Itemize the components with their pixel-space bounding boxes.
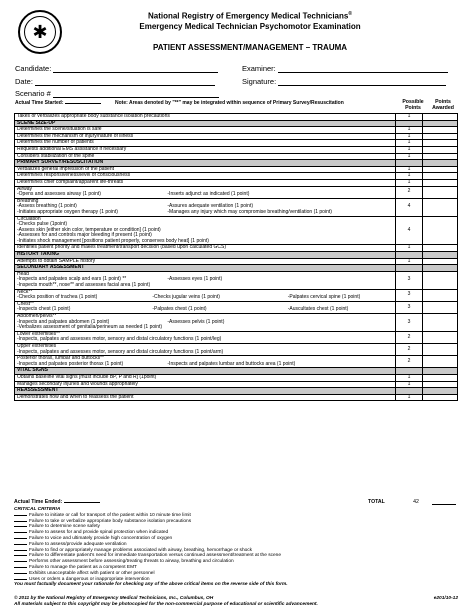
points-awarded-cell[interactable] (423, 216, 458, 245)
points-awarded-cell[interactable] (423, 127, 458, 134)
criterion-text: Abdomen/pelvis** (17, 313, 57, 319)
points-awarded-header: Points Awarded (432, 99, 454, 111)
criterion-text: -Assesses eyes (1 point) (167, 276, 223, 283)
section-points-cell (396, 265, 423, 272)
possible-points-cell: 2 (396, 343, 423, 355)
section-title: HISTORY TAKING (15, 252, 396, 259)
form-code: e201/10-12 (433, 596, 458, 601)
critical-checkbox-line[interactable] (14, 515, 27, 516)
criterion-text: -Palpates cervical spine (1 point) (287, 294, 361, 301)
criterion-text: -Checks jugular veins (1 point) (152, 294, 220, 301)
criterion-text: Breathing (17, 197, 39, 204)
exam-name: Emergency Medical Technician Psychomotor Examination (139, 21, 361, 31)
points-awarded-cell[interactable] (423, 179, 458, 186)
section-header-row (15, 265, 458, 272)
criterion-text: -Checks pulse (1point) (17, 221, 68, 228)
critical-checkbox-line[interactable] (14, 555, 27, 556)
possible-points-cell: 1 (396, 127, 423, 134)
nremt-logo (18, 10, 62, 54)
signature-line[interactable] (278, 85, 446, 86)
candidate-line[interactable] (53, 72, 218, 73)
critical-criterion-text: Failure to initiate or call for transport of the patient within 10 minute time limit (29, 512, 191, 518)
registered-mark: ® (348, 11, 353, 17)
signature-label: Signature: (242, 77, 277, 86)
time-started-line[interactable] (65, 103, 101, 104)
points-awarded-cell[interactable] (423, 153, 458, 160)
points-awarded-cell[interactable] (423, 343, 458, 355)
time-ended-label: Actual Time Ended: (14, 499, 63, 505)
rubric-row (15, 356, 458, 368)
criterion-line (17, 307, 393, 313)
section-title: SCENE SIZE-UP (15, 120, 396, 127)
total-value: 42 (413, 499, 419, 505)
possible-points-cell: 1 (396, 153, 423, 160)
rubric-row (15, 271, 458, 289)
criterion-text: -Initiates appropriate oxygen therapy (1 point) (17, 208, 118, 215)
section-awarded-cell (423, 368, 458, 375)
points-awarded-cell[interactable] (423, 314, 458, 332)
rubric-row (15, 343, 458, 355)
criterion-cell (15, 356, 396, 368)
critical-checkbox-line[interactable] (14, 567, 27, 568)
criterion-cell (15, 301, 396, 313)
points-awarded-cell[interactable] (423, 331, 458, 343)
possible-points-cell: 1 (396, 166, 423, 173)
signature-field[interactable] (242, 77, 446, 86)
points-awarded-cell[interactable] (423, 198, 458, 216)
points-awarded-cell[interactable] (423, 166, 458, 173)
integration-note: Note: Areas denoted by "**" may be integrated within sequence of Primary Survey/Resuscitation (115, 100, 344, 106)
criterion-cell: Determines the mechanism of injury/nature of illness (15, 133, 396, 140)
criterion-cell: Determines the number of patients (15, 140, 396, 147)
criterion-text: -Manages any injury which may compromise breathing/ventilation (1 point) (167, 208, 332, 215)
section-awarded-cell (423, 252, 458, 259)
total-awarded-line[interactable] (432, 499, 456, 505)
time-ended-line[interactable] (64, 502, 100, 503)
examiner-field[interactable] (242, 64, 448, 73)
possible-points-cell: 1 (396, 374, 423, 381)
examiner-line[interactable] (278, 72, 448, 73)
criterion-text: -Assesses for and controls major bleeding if present (1 point) (17, 232, 152, 239)
documentation-note: You must factually document your rationale for checking any of the above critical items on the reverse side of this form. (14, 582, 288, 587)
possible-points-cell: 1 (396, 179, 423, 186)
critical-criterion-text: Exhibits unacceptable affect with patient or other personnel (29, 570, 155, 576)
criterion-text: -Inspects, palpates and assesses motor, sensory and distal circulatory functions (1 point/leg) (17, 336, 222, 343)
criterion-cell: Obtains baseline vital signs [must include BP, P and R] (1point) (15, 374, 396, 381)
criterion-text: -Inserts adjunct as indicated (1 point) (167, 191, 250, 198)
criterion-line (17, 337, 393, 343)
criterion-text: Lower extremities** (17, 330, 61, 337)
candidate-label: Candidate: (15, 64, 52, 73)
criterion-text: -Auscultates chest (1 point) (287, 306, 349, 313)
section-title: SECONDARY ASSESSMENT (15, 265, 396, 272)
criterion-text: -Inspects and palpates abdomen (1 point) (17, 318, 110, 325)
possible-points-cell: 2 (396, 186, 423, 198)
criterion-text: -Inspects and palpates lumbar and buttocks area (1 point) (167, 360, 296, 367)
scenario-label: Scenario # (15, 89, 51, 98)
critical-criterion-text: Failure to voice and ultimately provide high concentration of oxygen (29, 535, 173, 541)
form-header (90, 9, 410, 32)
criterion-cell: Considers stabilization of the spine (15, 153, 396, 160)
points-awarded-cell[interactable] (423, 133, 458, 140)
criterion-cell: Requests additional EMS assistance if necessary (15, 146, 396, 153)
criterion-cell: Identifies patient priority and makes treatment/transport decision (based upon calculated GCS) (15, 245, 396, 252)
criterion-text: -Verbalizes assessment of genitalia/perineum as needed (1 point) (17, 324, 163, 331)
possible-points-cell: 1 (396, 381, 423, 388)
section-title: PRIMARY SURVEY/RESUSCITATION (15, 160, 396, 167)
critical-checkbox-line[interactable] (14, 532, 27, 533)
criterion-text: -Inspects, palpates and assesses motor, sensory and distal circulatory functions (1 point/arm) (17, 348, 224, 355)
criterion-cell: Demonstrates how and when to reassess the patient (15, 394, 396, 401)
points-awarded-cell[interactable] (423, 271, 458, 289)
section-title: REASSESSMENT (15, 388, 396, 395)
points-awarded-cell[interactable] (423, 356, 458, 368)
possible-points-cell: 4 (396, 216, 423, 245)
criterion-text: -Initiates shock management [positions patient properly, conserves body heat] (1 point) (17, 237, 209, 244)
points-awarded-cell[interactable] (423, 258, 458, 265)
time-started (15, 100, 101, 106)
section-awarded-cell (423, 388, 458, 395)
criterion-text: Upper extremities (17, 342, 57, 349)
rubric-row (15, 186, 458, 198)
time-started-label: Actual Time Started: (15, 100, 64, 106)
section-title: VITAL SIGNS (15, 368, 396, 375)
points-awarded-cell[interactable] (423, 245, 458, 252)
copyright-footer (14, 596, 318, 608)
points-awarded-cell[interactable] (423, 374, 458, 381)
criterion-text: -Assess skin [either skin color, temperature or condition] (1 point) (17, 226, 161, 233)
criterion-text: -Inspects mouth**, nose** and assesses facial area (1 point) (17, 282, 151, 289)
points-awarded-cell[interactable] (423, 301, 458, 313)
rubric-row (15, 394, 458, 401)
critical-checkbox-line[interactable] (14, 579, 27, 580)
critical-criterion-text: Failure to differentiate patient's need for immediate transportation versus continued assessment/treatment at the scene (29, 553, 282, 559)
possible-points-cell: 1 (396, 140, 423, 147)
criterion-text: Airway (17, 185, 33, 192)
criterion-text: -Inspects and palpates scalp and ears (1 point) ** (17, 276, 127, 283)
critical-checkbox-line[interactable] (14, 538, 27, 539)
criterion-text: Chest** (17, 300, 34, 307)
criterion-text: Head (17, 270, 29, 277)
critical-criteria-list (14, 513, 281, 583)
possible-points-cell: 3 (396, 271, 423, 289)
points-awarded-cell[interactable] (423, 114, 458, 121)
critical-criterion-text: Failure to find or appropriately manage problems associated with airway, breathing, hemorrhage or shock (29, 547, 253, 553)
possible-points-cell: 3 (396, 301, 423, 313)
criterion-text: -Palpates chest (1 point) (152, 306, 207, 313)
scenario-line[interactable] (53, 97, 219, 98)
possible-points-cell: 1 (396, 173, 423, 180)
points-awarded-cell[interactable] (423, 289, 458, 301)
copyright-permission-line: All materials subject to this copyright may be photocopied for the non-commercial purpose of educational or scientific advancement. (14, 602, 318, 607)
critical-checkbox-line[interactable] (14, 573, 27, 574)
criterion-text: -Inspects chest (1 point) (17, 306, 71, 313)
possible-points-cell: 1 (396, 114, 423, 121)
critical-criterion-text: Uses or orders a dangerous or inappropriate intervention (29, 576, 150, 582)
candidate-field[interactable] (15, 64, 218, 73)
rubric-row (15, 198, 458, 216)
critical-criterion-text: Failure to take or verbalize appropriate body substance isolation precautions (29, 518, 192, 524)
critical-criterion-text: Failure to assess for and provide spinal protection when indicated (29, 530, 169, 536)
rubric-row (15, 245, 458, 252)
criterion-cell (15, 186, 396, 198)
rubric-row (15, 216, 458, 245)
rubric-row (15, 314, 458, 332)
criterion-cell: Determines the scene/situation is safe (15, 127, 396, 134)
critical-criteria-title: CRITICAL CRITERIA (14, 507, 61, 512)
points-awarded-cell[interactable] (423, 186, 458, 198)
criterion-line (17, 283, 393, 289)
section-awarded-cell (423, 265, 458, 272)
criterion-cell: Takes or verbalizes appropriate body substance isolation precautions (15, 114, 396, 121)
criterion-line (17, 210, 393, 216)
criterion-cell (15, 343, 396, 355)
rubric-row (15, 301, 458, 313)
criterion-text: -Assesses pelvis (1 point) (167, 318, 225, 325)
points-awarded-cell[interactable] (423, 146, 458, 153)
criterion-text: Circulation (17, 215, 41, 222)
criterion-cell (15, 271, 396, 289)
critical-checkbox-line[interactable] (14, 561, 27, 562)
critical-checkbox-line[interactable] (14, 550, 27, 551)
criterion-text: -Checks position of trachea (1 point) (17, 294, 98, 301)
criterion-cell (15, 331, 396, 343)
points-awarded-cell[interactable] (423, 381, 458, 388)
points-awarded-cell[interactable] (423, 140, 458, 147)
criterion-cell (15, 198, 396, 216)
criterion-cell (15, 314, 396, 332)
critical-checkbox-line[interactable] (14, 544, 27, 545)
criterion-cell: Manages secondary injuries and wounds appropriately (15, 381, 396, 388)
criterion-cell: Determines responsiveness/level of consciousness (15, 173, 396, 180)
rubric-row (15, 381, 458, 388)
org-name: National Registry of Emergency Medical Technicians (147, 11, 349, 21)
critical-checkbox-line[interactable] (14, 526, 27, 527)
criterion-cell: Determines chief complaint/apparent life-threats (15, 179, 396, 186)
criterion-text: -Assess breathing (1 point) (17, 203, 77, 210)
star-of-life-icon: ✱ (24, 16, 56, 48)
criterion-text: Neck** (17, 288, 33, 295)
rubric-row (15, 179, 458, 186)
criterion-line (17, 362, 393, 368)
total-label: TOTAL (368, 499, 385, 505)
date-field[interactable] (15, 77, 215, 86)
criterion-line (17, 192, 393, 198)
possible-points-cell: 1 (396, 258, 423, 265)
criterion-cell (15, 289, 396, 301)
time-ended-row (14, 499, 458, 505)
criterion-cell: Attempts to obtain SAMPLE history (15, 258, 396, 265)
section-awarded-cell (423, 160, 458, 167)
scenario-field[interactable] (15, 89, 219, 98)
possible-points-cell: 2 (396, 356, 423, 368)
possible-points-cell: 1 (396, 245, 423, 252)
criterion-text: -Assures adequate ventilation (1 point) (167, 203, 253, 210)
possible-points-cell: 3 (396, 314, 423, 332)
possible-points-cell: 1 (396, 133, 423, 140)
criterion-cell (15, 216, 396, 245)
copyright-line: © 2011 by the National Registry of Emergency Medical Technicians, Inc., Columbus, OH (14, 596, 214, 601)
possible-points-cell: 2 (396, 331, 423, 343)
critical-criterion-text: Failure to assess/provide adequate ventilation (29, 541, 127, 547)
rubric-row (15, 289, 458, 301)
rubric-row (15, 114, 458, 121)
criterion-cell: Verbalizes general impression of the patient (15, 166, 396, 173)
possible-points-cell: 4 (396, 198, 423, 216)
criterion-line (17, 295, 393, 301)
date-line[interactable] (35, 85, 215, 86)
criterion-line (17, 325, 393, 331)
critical-criteria (14, 507, 281, 582)
criterion-text: -Inspects and palpates posterior thorax (1 point) (17, 360, 124, 367)
section-awarded-cell (423, 120, 458, 127)
critical-criterion-text: Failure to determine scene safety (29, 524, 100, 530)
rubric-table (14, 113, 458, 401)
critical-criterion-text: Failure to manage the patient as a competent EMT (29, 564, 137, 570)
possible-points-header: Possible Points (402, 99, 424, 111)
critical-checkbox-line[interactable] (14, 521, 27, 522)
points-awarded-cell[interactable] (423, 173, 458, 180)
form-title: PATIENT ASSESSMENT/MANAGEMENT – TRAUMA (152, 43, 348, 52)
possible-points-cell: 3 (396, 289, 423, 301)
criterion-text: Posterior thorax, lumbar and buttocks** (17, 355, 104, 362)
rubric-row (15, 331, 458, 343)
critical-criterion-text: Performs other assessment before assessing/treating threats to airway, breathing and circulation (29, 559, 234, 565)
examiner-label: Examiner: (242, 64, 276, 73)
possible-points-cell: 1 (396, 146, 423, 153)
criterion-text: -Opens and assesses airway (1 point) (17, 191, 101, 198)
points-awarded-cell[interactable] (423, 394, 458, 401)
possible-points-cell: 1 (396, 394, 423, 401)
date-label: Date: (15, 77, 33, 86)
